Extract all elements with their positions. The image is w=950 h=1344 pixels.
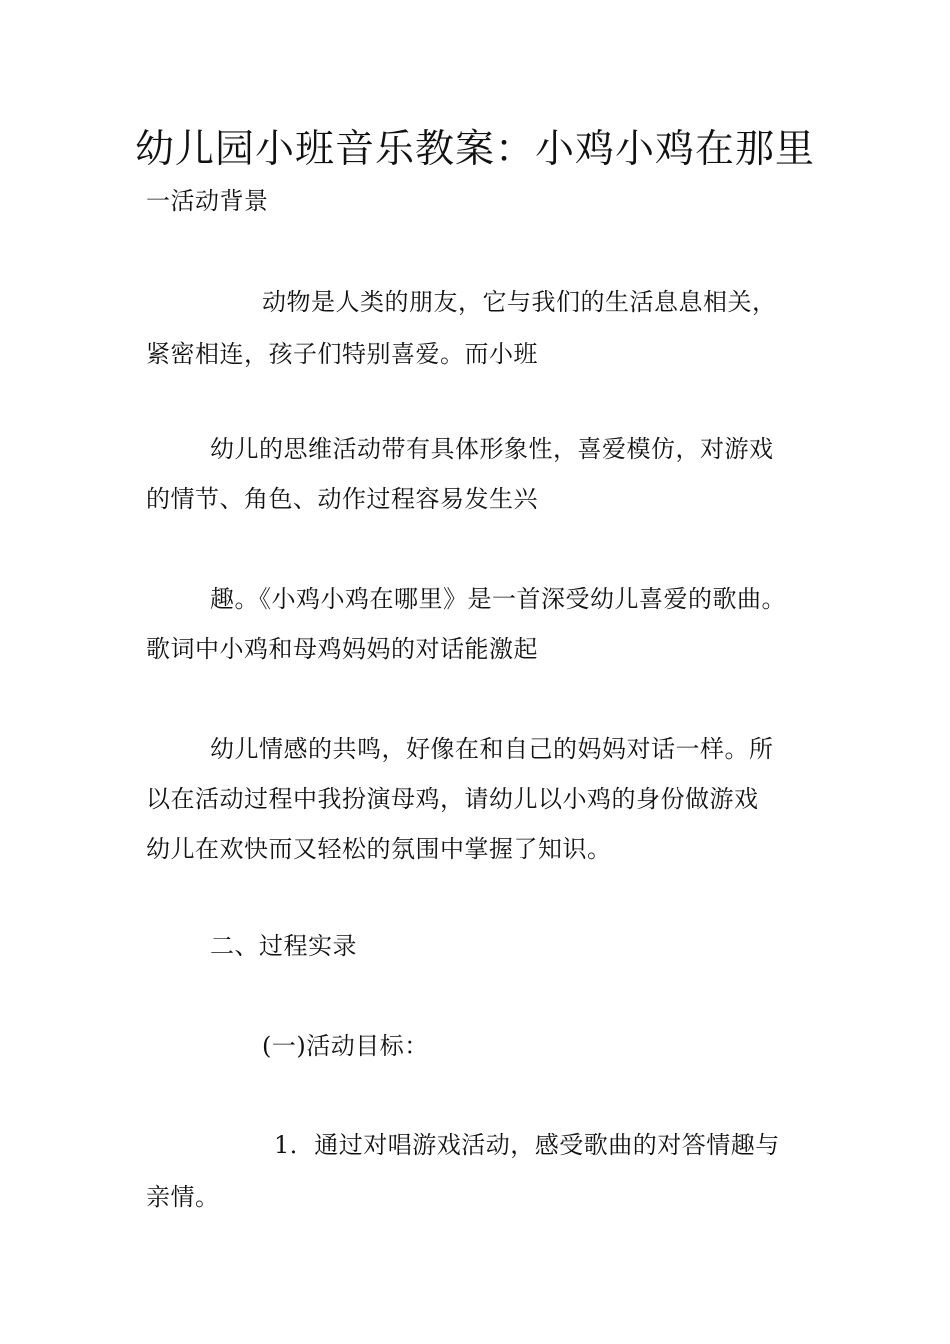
subsection-heading-goals: (一)活动目标： — [262, 1032, 429, 1060]
paragraph-line: 歌词中小鸡和母鸡妈妈的对话能激起 — [146, 635, 538, 663]
paragraph-line: 动物是人类的朋友，它与我们的生活息息相关， — [262, 288, 777, 316]
paragraph-line: 紧密相连，孩子们特别喜爱。而小班 — [146, 340, 538, 368]
paragraph-line: 幼儿的思维活动带有具体形象性，喜爱模仿，对游戏 — [210, 435, 774, 463]
paragraph-line: 幼儿情感的共鸣，好像在和自己的妈妈对话一样。所 — [210, 735, 774, 763]
document-title: 幼儿园小班音乐教案：小鸡小鸡在那里 — [134, 127, 815, 172]
list-item-line: 亲情。 — [146, 1183, 220, 1211]
section-heading-background: 一活动背景 — [146, 187, 269, 215]
paragraph-line: 趣。《小鸡小鸡在哪里》是一首深受幼儿喜爱的歌曲。 — [210, 585, 786, 613]
paragraph-line: 的情节、角色、动作过程容易发生兴 — [146, 485, 538, 513]
list-item-line: 1．通过对唱游戏活动，感受歌曲的对答情趣与 — [274, 1131, 780, 1159]
paragraph-line: 幼儿在欢快而又轻松的氛围中掌握了知识。 — [146, 835, 612, 863]
section-heading-process: 二、过程实录 — [210, 932, 357, 960]
paragraph-line: 以在活动过程中我扮演母鸡，请幼儿以小鸡的身份做游戏 — [146, 785, 759, 813]
